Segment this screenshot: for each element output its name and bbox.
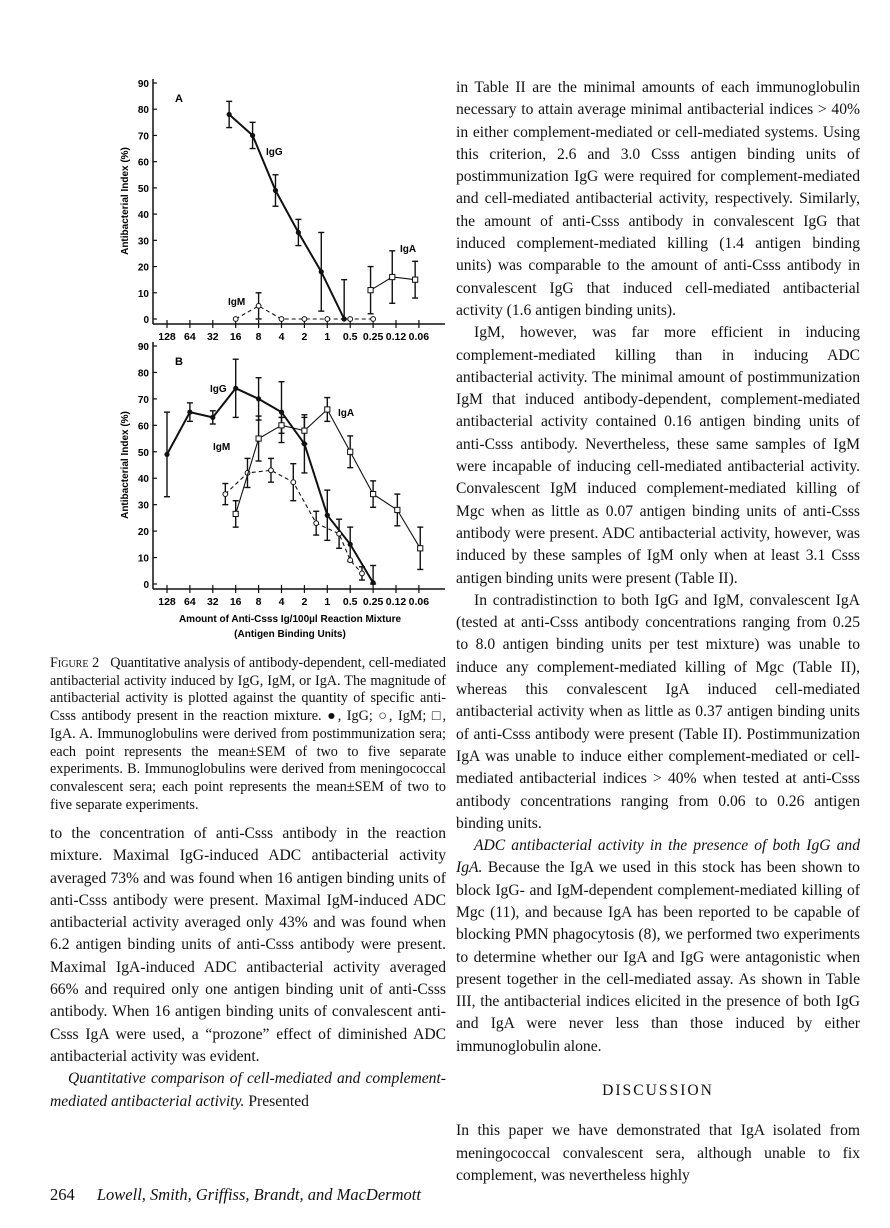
data-point-igg: [187, 410, 192, 415]
caption-label: Figure 2: [50, 655, 100, 671]
data-point-iga: [279, 423, 284, 428]
x-tick-label: 1: [324, 331, 331, 343]
y-tick-label: 20: [137, 527, 149, 539]
y-tick-label: 40: [137, 210, 149, 222]
x-tick-label: 4: [278, 331, 285, 343]
data-point-igg: [296, 230, 301, 235]
paragraph: in Table II are the minimal amounts of each immunoglobulin necessary to attain average minimal antibacterial indices > 40% in either complement-mediated or cell-mediated systems. Using this criterion, 2.6 and 3.0 Csss antigen binding units of postimmunization IgG were required for complement-mediated and cell-mediated antibacterial activity, respectively. Similarly, the amount of anti-Csss antibody in convalescent IgG that induced complement-mediated killing (1.4 antigen binding units) was comparable to the amount of anti-Csss antibody in convalescent IgG that induced cell-mediated antibacterial activity (1.6 antigen binding units).: [456, 79, 860, 319]
x-tick-label: 32: [206, 596, 219, 608]
series-label-iga: IgA: [338, 408, 355, 419]
x-axis-label-units: (Antigen Binding Units): [234, 629, 346, 640]
x-tick-label: 2: [301, 331, 308, 343]
section-heading: DISCUSSION: [602, 1082, 714, 1100]
paragraph-text: Presented: [248, 1092, 309, 1110]
series-label-igm: IgM: [228, 297, 246, 308]
data-point-iga: [302, 428, 307, 433]
data-point-igm: [348, 558, 353, 563]
paragraph: [50, 1068, 446, 1113]
data-point-iga: [395, 507, 400, 512]
y-tick-label: 90: [137, 79, 149, 90]
y-tick-label: 60: [137, 421, 149, 433]
panel-label: A: [175, 93, 183, 105]
left-column-text: [50, 823, 446, 1113]
y-tick-label: 20: [137, 262, 149, 274]
y-tick-label: 30: [137, 500, 149, 512]
paragraph: IgM, however, was far more efficient in inducing complement-mediated killing than in inducing ADC antibacterial activity. The minimal amount of postimmunization IgM that induced antibody-dependent, complement-mediated antibacterial activity contained 0.16 antigen binding units of anti-Csss antibody. Nevertheless, these same samples of IgM were incapable of inducing cell-mediated antibacterial activity. Convalescent IgM induced complement-mediated killing of Mgc when as little as 0.07 antigen binding units of anti-Csss antibody were present. ADC antibacterial activity, however, was induced by these samples of IgM only when at least 3.1 Csss antigen binding units were present (Table II).: [456, 324, 860, 587]
y-tick-label: 0: [143, 315, 149, 326]
series-label-igg: IgG: [210, 384, 227, 395]
x-tick-label: 0.12: [385, 596, 407, 608]
data-point-igg: [250, 133, 255, 138]
y-tick-label: 80: [137, 368, 149, 380]
page-number: 264: [50, 1185, 75, 1204]
y-tick-label: 50: [137, 183, 149, 195]
data-point-igg: [348, 542, 353, 547]
figure-caption: [50, 655, 446, 814]
y-tick-label: 70: [137, 131, 149, 143]
x-tick-label: 16: [229, 331, 242, 343]
x-tick-label: 0.25: [362, 596, 384, 608]
right-column-text: [456, 77, 860, 1187]
y-tick-label: 10: [137, 288, 149, 300]
x-tick-label: 128: [158, 331, 176, 343]
x-tick-label: 64: [184, 596, 196, 608]
x-tick-label: 32: [206, 331, 219, 343]
data-point-igm: [269, 468, 274, 473]
data-point-iga: [371, 491, 376, 496]
data-point-iga: [390, 274, 395, 279]
series-line-igg: [229, 115, 344, 320]
x-tick-label: 16: [229, 596, 242, 608]
running-authors: Lowell, Smith, Griffiss, Brandt, and MacDermott: [96, 1185, 421, 1204]
data-point-igg: [233, 386, 238, 391]
x-axis-label: Amount of Anti-Csss Ig/100µl Reaction Mixture: [178, 614, 402, 625]
y-tick-label: 90: [137, 342, 149, 353]
paragraph: In contradistinction to both IgG and IgM, convalescent IgA (tested at anti-Csss antibody concentrations ranging from 0.25 to 8.0 antigen binding units per test mixture) was unable to induce any complement-mediated killing of Mgc (Table II), whereas this convalescent IgA induced cell-mediated antibacterial activity when as little as 0.37 antigen binding units of anti-Csss antibody were present (Table II). Postimmunization IgA was unable to induce either complement-mediated or cell-mediated antibacterial indices > 40% when tested at anti-Csss antibody concentrations ranging from 0.06 to 0.26 antigen binding units.: [456, 591, 860, 832]
data-point-igm: [325, 317, 330, 322]
data-point-igm: [302, 317, 307, 322]
x-tick-label: 2: [301, 596, 308, 608]
data-point-igg: [164, 452, 169, 457]
y-tick-label: 60: [137, 157, 149, 169]
x-tick-label: 4: [278, 596, 285, 608]
paragraph: [456, 835, 860, 1058]
data-point-igg: [279, 410, 284, 415]
y-axis-label: Antibacterial Index (%): [120, 411, 131, 519]
y-tick-label: 70: [137, 394, 149, 406]
x-tick-label: 64: [184, 331, 196, 343]
data-point-igm: [233, 317, 238, 322]
x-tick-label: 8: [255, 331, 262, 343]
x-tick-label: 0.5: [342, 596, 358, 608]
caption-text: Quantitative analysis of antibody-dependent, cell-mediated antibacterial activity induced by IgG, IgM, or IgA. The magnitude of antibacterial activity is plotted against the quantity of specific anti-Csss antibody present in the reaction mixture. ●, IgG; ○, IgM; □, IgA. A. Immunoglobulins were derived from postimmunization sera; each point represents the mean±SEM of two to five separate experiments. B. Immunoglobulins were derived from meningococcal convalescent sera; each point represents the mean±SEM of two to five separate experiments.: [50, 655, 446, 813]
x-tick-label: 8: [255, 596, 262, 608]
paragraph: to the concentration of anti-Csss antibody in the reaction mixture. Maximal IgG-induced ADC antibacterial activity averaged 73% and was found when 16 antigen binding units of anti-Csss antibody were present. Maximal IgM-induced ADC antibacterial activity averaged only 43% and was found when 6.2 antigen binding units of anti-Csss antibody were present. Maximal IgA-induced ADC antibacterial activity averaged 66% and required only one antigen binding unit of anti-Csss antibody. When 16 antigen binding units of convalescent anti-Csss IgA were used, a “prozone” effect of diminished ADC antibacterial activity was evident.: [50, 825, 446, 1065]
data-point-igm: [360, 571, 365, 576]
data-point-iga: [256, 436, 261, 441]
series-label-igm: IgM: [213, 442, 231, 453]
series-label-igg: IgG: [266, 147, 283, 158]
paragraph-text: Because the IgA we used in this stock has been shown to block IgG- and IgM-dependent complement-mediated killing of Mgc (11), and because IgA has been reported to be capable of blocking PMN phagocytosis (8), we performed two experiments to determine whether our IgA and IgG were antagonistic when present together in the cell-mediated assay. As shown in Table III, the antibacterial indices elicited in the presence of both IgG and IgA were never less than those induced by either immunoglobulin alone.: [456, 859, 860, 1055]
x-tick-label: 1: [324, 596, 331, 608]
data-point-igg: [256, 396, 261, 401]
data-point-igm: [337, 531, 342, 536]
panel-label: B: [175, 356, 183, 368]
page-footer: [50, 1185, 421, 1205]
y-tick-label: 30: [137, 236, 149, 248]
data-point-igg: [227, 112, 232, 117]
series-label-iga: IgA: [400, 244, 417, 255]
y-tick-label: 0: [143, 580, 149, 591]
data-point-iga: [413, 277, 418, 282]
data-point-iga: [418, 546, 423, 551]
figure-2-chart: [0, 0, 460, 640]
data-point-igm: [371, 317, 376, 322]
data-point-igg: [210, 415, 215, 420]
data-point-igg: [319, 269, 324, 274]
data-point-igm: [279, 317, 284, 322]
data-point-igm: [223, 492, 228, 497]
data-point-igm: [291, 480, 296, 485]
data-point-igm: [314, 521, 319, 526]
x-tick-label: 0.06: [408, 331, 430, 343]
x-tick-label: 128: [158, 596, 176, 608]
y-tick-label: 50: [137, 447, 149, 459]
data-point-igm: [348, 317, 353, 322]
x-tick-label: 0.25: [362, 331, 384, 343]
run-in-heading: ADC antibacterial activity in the presence of both IgG and IgA.: [456, 837, 860, 877]
y-tick-label: 40: [137, 474, 149, 486]
y-tick-label: 10: [137, 553, 149, 565]
x-tick-label: 0.06: [408, 596, 430, 608]
data-point-igg: [371, 580, 376, 585]
y-axis-label: Antibacterial Index (%): [120, 147, 131, 255]
paragraph: In this paper we have demonstrated that IgA isolated from meningococcal convalescent sera, although unable to fix complement, was nevertheless highly: [456, 1122, 860, 1184]
data-point-iga: [325, 407, 330, 412]
y-tick-label: 80: [137, 105, 149, 117]
x-tick-label: 0.5: [342, 331, 358, 343]
data-point-iga: [348, 449, 353, 454]
data-point-igg: [325, 513, 330, 518]
x-tick-label: 0.12: [385, 331, 407, 343]
data-point-igm: [256, 303, 261, 308]
run-in-heading: Quantitative comparison of cell-mediated and complement-mediated antibacterial activity.: [50, 1070, 446, 1110]
data-point-iga: [233, 511, 238, 516]
data-point-igg: [273, 188, 278, 193]
data-point-iga: [368, 288, 373, 293]
